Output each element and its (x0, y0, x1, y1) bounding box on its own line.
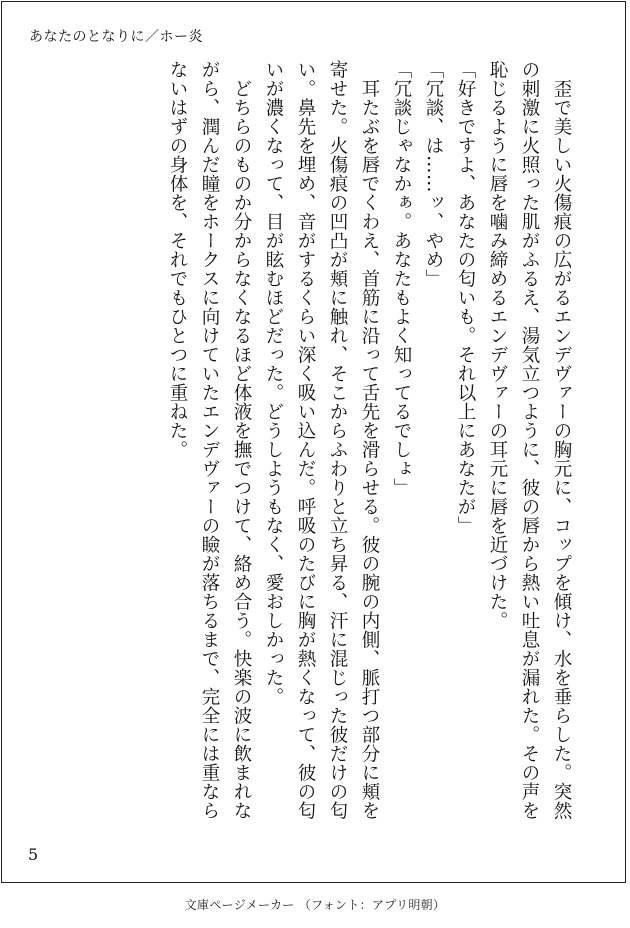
paragraph-6: どちらのものか分からなくなるほど体液を撫でつけて、絡め合う。快楽の波に飲まれながら、潤んだ瞳をホークスに向けていたエンデヴァーの瞼が落ちるまで、完全には重ならないはずの身体を、それでもひとつに重ねた。 (167, 60, 252, 820)
book-page (1, 1, 626, 883)
page-number: 5 (28, 845, 39, 864)
paragraph-5: 耳たぶを唇でくわえ、首筋に沿って舌先を滑らせる。彼の腕の内側、脈打つ部分に頬を寄せた。火傷痕の凹凸が頬に触れ、そこからふわりと立ち昇る、汗に混じった彼だけの匂い。鼻先を埋め、音がするくらい深く吸い込んだ。呼吸のたびに胸が熱くなって、彼の匂いが濃くなって、目が眩むほどだった。どうしようもなく、愛おしかった。 (263, 60, 380, 820)
vertical-body-text (147, 60, 577, 830)
paragraph-4: 「冗談じゃなかぁ。あなたもよく知ってるでしょ」 (391, 60, 412, 497)
paragraph-2: 「好きですよ、あなたの匂いも。それ以上にあなたが」 (455, 60, 476, 535)
page-header-title: あなたのとなりに／ホー炎 (29, 29, 203, 45)
paragraph-1: 歪で美しい火傷痕の広がるエンデヴァーの胸元に、コップを傾け、水を垂らした。突然の刺激に火照った肌がふるえ、湯気立つように、彼の唇から熱い吐息が漏れた。その声を恥じるように唇を噛み締めるエンデヴァーの耳元に唇を近づけた。 (487, 60, 572, 820)
paragraph-3: 「冗談、は……ッ、やめ」 (423, 60, 444, 288)
footer-credit: 文庫ページメーカー （フォント：アプリ明朝） (184, 898, 446, 912)
